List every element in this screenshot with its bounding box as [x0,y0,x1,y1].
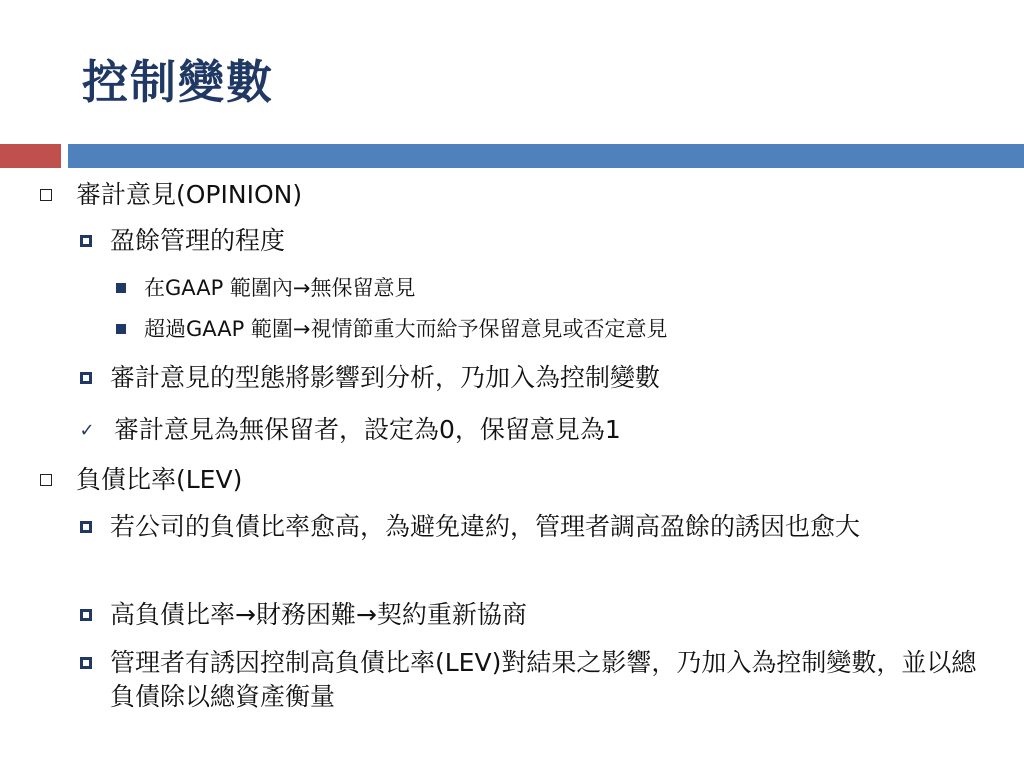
bullet-text: 若公司的負債比率愈高，為避免違約，管理者調高盈餘的誘因也愈大 [110,512,861,541]
bullet-item-within-gaap [116,273,416,303]
filled-square-bullet-icon [116,324,126,334]
bullet-text: 負債比率(LEV) [76,465,243,494]
bullet-text: 高負債比率→財務困難→契約重新協商 [110,600,527,629]
filled-square-bullet-icon [116,283,126,293]
bullet-item-high-lev-chain [80,598,527,632]
checkmark-bullet-icon: ✓ [79,420,95,441]
hollow-square-bullet-icon [40,189,52,201]
bullet-text: 審計意見的型態將影響到分析，乃加入為控制變數 [110,363,661,392]
bullet-text: 盈餘管理的程度 [110,226,286,255]
bullet-text: 超過GAAP 範圍→視情節重大而給予保留意見或否定意見 [144,317,668,341]
bullet-item-lev-incentive [80,510,970,544]
hollow-square-bullet-icon [40,474,52,486]
bullet-text: 審計意見(OPINION) [76,180,303,209]
bullet-item-opinion-type [80,361,660,395]
bullet-item-beyond-gaap [116,314,668,344]
square-bullet-icon [80,372,92,384]
bullet-item-earnings-degree [80,224,285,258]
bullet-item-opinion [40,178,302,212]
bullet-text: 管理者有誘因控制高負債比率(LEV)對結果之影響，乃加入為控制變數，並以總負債除以總資產衡量 [110,648,977,711]
bullet-item-lev [40,463,242,497]
square-bullet-icon [80,235,92,247]
bullet-text: 在GAAP 範圍內→無保留意見 [144,276,416,300]
bullet-text: 審計意見為無保留者，設定為0，保留意見為1 [114,415,621,444]
bullet-item-opinion-coding [80,413,621,448]
slide-title: 控制變數 [82,55,274,109]
bullet-item-lev-control [80,646,990,714]
square-bullet-icon [80,521,92,533]
square-bullet-icon [80,657,92,669]
square-bullet-icon [80,609,92,621]
